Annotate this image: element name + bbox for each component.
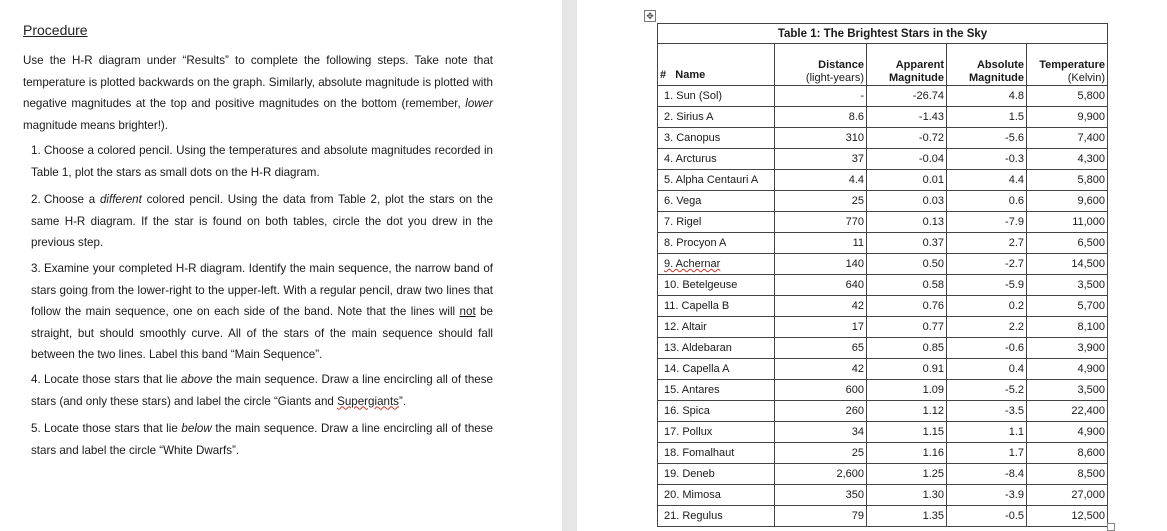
cell-distance: 260 <box>775 401 867 422</box>
cell-name: 6. Vega <box>658 191 775 212</box>
header-hash: # <box>660 69 667 81</box>
table-row <box>658 296 1108 317</box>
cell-temperature: 22,400 <box>1027 401 1108 422</box>
cell-name: 4. Arcturus <box>658 149 775 170</box>
table-row <box>658 149 1108 170</box>
cell-temperature: 3,500 <box>1027 275 1108 296</box>
step-underline: not <box>459 305 476 318</box>
cell-absolute-magnitude: -5.9 <box>947 275 1027 296</box>
step-text: Examine your completed H-R diagram. Identify the main sequence, the narrow band of stars going from the lower-right to the upper-left. With a regular pencil, draw two lines that follow the main sequence, one on each side of the band. Note that the lines will <box>31 262 493 318</box>
cell-absolute-magnitude: -3.5 <box>947 401 1027 422</box>
cell-apparent-magnitude: 0.85 <box>867 338 947 359</box>
step-text: Locate those stars that lie <box>44 373 181 386</box>
cell-apparent-magnitude: 1.25 <box>867 464 947 485</box>
cell-name: 5. Alpha Centauri A <box>658 170 775 191</box>
cell-distance: 17 <box>775 317 867 338</box>
table-caption: Table 1: The Brightest Stars in the Sky <box>658 24 1108 44</box>
cell-apparent-magnitude: -26.74 <box>867 86 947 107</box>
table-row <box>658 401 1108 422</box>
intro-tail: magnitude means brighter!). <box>23 118 168 132</box>
table-row <box>658 254 1108 275</box>
table-row <box>658 86 1108 107</box>
header-temperature-label: Temperature <box>1039 59 1106 71</box>
cell-distance: 4.4 <box>775 170 867 191</box>
header-distance-label: Distance <box>818 59 864 71</box>
cell-temperature: 12,500 <box>1027 506 1108 527</box>
spellcheck-word[interactable]: 9. Achernar <box>664 258 721 270</box>
cell-temperature: 4,900 <box>1027 422 1108 443</box>
left-document-page <box>0 0 562 531</box>
header-name <box>658 44 775 86</box>
cell-name: 19. Deneb <box>658 464 775 485</box>
table-row <box>658 233 1108 254</box>
cell-temperature: 5,800 <box>1027 86 1108 107</box>
cell-temperature: 3,900 <box>1027 338 1108 359</box>
cell-apparent-magnitude: 0.03 <box>867 191 947 212</box>
header-apparent-sub: Magnitude <box>889 72 944 84</box>
cell-apparent-magnitude: 1.30 <box>867 485 947 506</box>
procedure-heading: Procedure <box>23 22 88 38</box>
table-row <box>658 107 1108 128</box>
cell-temperature: 5,800 <box>1027 170 1108 191</box>
cell-absolute-magnitude: -3.9 <box>947 485 1027 506</box>
cell-absolute-magnitude: 4.8 <box>947 86 1027 107</box>
cell-name: 13. Aldebaran <box>658 338 775 359</box>
cell-name: 3. Canopus <box>658 128 775 149</box>
cell-temperature: 9,900 <box>1027 107 1108 128</box>
step-text-tail: be straight, but should smoothly curve. All of the stars of the main sequence should fall between the two lines. Label this band “Main Sequence”. <box>31 305 493 361</box>
cell-name: 2. Sirius A <box>658 107 775 128</box>
cell-distance: 310 <box>775 128 867 149</box>
cell-absolute-magnitude: -0.3 <box>947 149 1027 170</box>
table-row <box>658 317 1108 338</box>
cell-absolute-magnitude: -8.4 <box>947 464 1027 485</box>
step-emphasis: above <box>180 373 213 386</box>
cell-name: 1. Sun (Sol) <box>658 86 775 107</box>
cell-apparent-magnitude: -0.72 <box>867 128 947 149</box>
table-row <box>658 170 1108 191</box>
step-text: Choose a colored pencil. Using the temperatures and absolute magnitudes recorded in Table 1, plot the stars as small dots on the H-R diagram. <box>31 144 493 179</box>
cell-distance: 2,600 <box>775 464 867 485</box>
header-apparent-label: Apparent <box>895 59 944 71</box>
cell-temperature: 8,600 <box>1027 443 1108 464</box>
table-header-row <box>658 44 1108 86</box>
table-row <box>658 338 1108 359</box>
cell-name: 10. Betelgeuse <box>658 275 775 296</box>
cell-name: 11. Capella B <box>658 296 775 317</box>
cell-apparent-magnitude: 0.13 <box>867 212 947 233</box>
cell-distance: 25 <box>775 191 867 212</box>
cell-temperature: 4,300 <box>1027 149 1108 170</box>
header-absolute <box>947 44 1027 86</box>
cell-distance: 34 <box>775 422 867 443</box>
step-number: 3. <box>31 262 41 275</box>
step-number: 4. <box>31 373 41 386</box>
cell-absolute-magnitude: -2.7 <box>947 254 1027 275</box>
cell-temperature: 11,000 <box>1027 212 1108 233</box>
cell-distance: 11 <box>775 233 867 254</box>
cell-absolute-magnitude: 2.7 <box>947 233 1027 254</box>
cell-temperature: 7,400 <box>1027 128 1108 149</box>
cell-apparent-magnitude: 0.76 <box>867 296 947 317</box>
header-apparent <box>867 44 947 86</box>
cell-distance: 65 <box>775 338 867 359</box>
brightest-stars-table <box>657 23 1108 527</box>
cell-temperature: 9,600 <box>1027 191 1108 212</box>
cell-absolute-magnitude: 0.2 <box>947 296 1027 317</box>
cell-name <box>658 254 775 275</box>
cell-distance: 42 <box>775 359 867 380</box>
cell-apparent-magnitude: 1.16 <box>867 443 947 464</box>
table-row <box>658 128 1108 149</box>
cell-absolute-magnitude: 1.7 <box>947 443 1027 464</box>
cell-apparent-magnitude: 1.35 <box>867 506 947 527</box>
table-resize-handle[interactable] <box>1107 523 1115 531</box>
header-distance <box>775 44 867 86</box>
header-distance-unit: (light-years) <box>805 72 864 84</box>
step-text: Choose a <box>44 193 100 206</box>
right-document-page <box>577 0 1167 531</box>
table-row <box>658 380 1108 401</box>
cell-distance: 42 <box>775 296 867 317</box>
cell-distance: 640 <box>775 275 867 296</box>
spellcheck-word[interactable]: Supergiants <box>337 394 399 408</box>
cell-apparent-magnitude: 0.37 <box>867 233 947 254</box>
step-text-mid: the main sequence. Draw a line encircling all of these stars (and only these stars) and label the circle “Giants and <box>31 373 493 408</box>
cell-distance: - <box>775 86 867 107</box>
header-absolute-sub: Magnitude <box>969 72 1024 84</box>
step-emphasis: different <box>99 193 142 206</box>
cell-name: 20. Mimosa <box>658 485 775 506</box>
step-5 <box>31 418 493 461</box>
table-row <box>658 275 1108 296</box>
cell-name: 17. Pollux <box>658 422 775 443</box>
cell-absolute-magnitude: 0.6 <box>947 191 1027 212</box>
cell-absolute-magnitude: 1.5 <box>947 107 1027 128</box>
table-row <box>658 191 1108 212</box>
cell-absolute-magnitude: 2.2 <box>947 317 1027 338</box>
cell-absolute-magnitude: 4.4 <box>947 170 1027 191</box>
cell-temperature: 3,500 <box>1027 380 1108 401</box>
cell-distance: 25 <box>775 443 867 464</box>
step-text-tail: colored pencil. Using the data from Table 2, plot the stars on the same H-R diagram. If the star is found on both tables, circle the dot you drew in the previous step. <box>31 193 493 249</box>
step-number: 5. <box>31 422 41 435</box>
step-1 <box>31 140 493 183</box>
cell-absolute-magnitude: 1.1 <box>947 422 1027 443</box>
cell-apparent-magnitude: 1.09 <box>867 380 947 401</box>
step-2 <box>31 189 493 254</box>
intro-emphasis: lower <box>465 97 493 110</box>
cell-temperature: 6,500 <box>1027 233 1108 254</box>
cell-temperature: 8,100 <box>1027 317 1108 338</box>
step-3 <box>31 258 493 366</box>
cell-apparent-magnitude: 1.15 <box>867 422 947 443</box>
table-row <box>658 506 1108 527</box>
cell-apparent-magnitude: 0.50 <box>867 254 947 275</box>
cell-name: 15. Antares <box>658 380 775 401</box>
cell-distance: 79 <box>775 506 867 527</box>
cell-name: 7. Rigel <box>658 212 775 233</box>
cell-temperature: 5,700 <box>1027 296 1108 317</box>
cell-temperature: 4,900 <box>1027 359 1108 380</box>
table-row <box>658 422 1108 443</box>
intro-paragraph <box>23 50 493 136</box>
cell-name: 16. Spica <box>658 401 775 422</box>
cell-temperature: 14,500 <box>1027 254 1108 275</box>
step-emphasis: below <box>181 422 212 435</box>
cell-name: 21. Regulus <box>658 506 775 527</box>
step-text-tail: ”. <box>398 394 407 408</box>
cell-distance: 140 <box>775 254 867 275</box>
cell-absolute-magnitude: -0.6 <box>947 338 1027 359</box>
table-row <box>658 443 1108 464</box>
cell-apparent-magnitude: 0.58 <box>867 275 947 296</box>
cell-absolute-magnitude: -7.9 <box>947 212 1027 233</box>
cell-distance: 770 <box>775 212 867 233</box>
cell-absolute-magnitude: -5.6 <box>947 128 1027 149</box>
cell-apparent-magnitude: -1.43 <box>867 107 947 128</box>
cell-name: 14. Capella A <box>658 359 775 380</box>
cell-temperature: 27,000 <box>1027 485 1108 506</box>
cell-distance: 600 <box>775 380 867 401</box>
header-name-label: Name <box>675 69 706 81</box>
table-move-handle-icon[interactable]: ✥ <box>644 10 656 22</box>
header-temperature-unit: (Kelvin) <box>1067 72 1106 84</box>
cell-name: 8. Procyon A <box>658 233 775 254</box>
table-row <box>658 464 1108 485</box>
cell-name: 18. Fomalhaut <box>658 443 775 464</box>
cell-distance: 8.6 <box>775 107 867 128</box>
step-4 <box>31 369 493 412</box>
table-row <box>658 485 1108 506</box>
cell-name: 12. Altair <box>658 317 775 338</box>
cell-apparent-magnitude: 0.91 <box>867 359 947 380</box>
cell-distance: 350 <box>775 485 867 506</box>
cell-apparent-magnitude: 0.01 <box>867 170 947 191</box>
step-text: Locate those stars that lie <box>44 422 182 435</box>
cell-temperature: 8,500 <box>1027 464 1108 485</box>
header-absolute-label: Absolute <box>976 59 1024 71</box>
step-number: 2. <box>31 193 41 206</box>
cell-absolute-magnitude: 0.4 <box>947 359 1027 380</box>
table-row <box>658 212 1108 233</box>
cell-absolute-magnitude: -5.2 <box>947 380 1027 401</box>
step-number: 1. <box>31 144 41 157</box>
step-text-tail: the main sequence. Draw a line encircling all of these stars and label the circle “White Dwarfs”. <box>31 422 493 457</box>
intro-text: Use the H-R diagram under “Results” to complete the following steps. Take note that temperature is plotted backwards on the graph. Similarly, absolute magnitude is plotted with negative magnitudes at the top and positive magnitudes on the bottom (remember, <box>23 54 493 110</box>
cell-absolute-magnitude: -0.5 <box>947 506 1027 527</box>
cell-apparent-magnitude: -0.04 <box>867 149 947 170</box>
cell-apparent-magnitude: 0.77 <box>867 317 947 338</box>
cell-distance: 37 <box>775 149 867 170</box>
table-row <box>658 359 1108 380</box>
cell-apparent-magnitude: 1.12 <box>867 401 947 422</box>
header-temperature <box>1027 44 1108 86</box>
